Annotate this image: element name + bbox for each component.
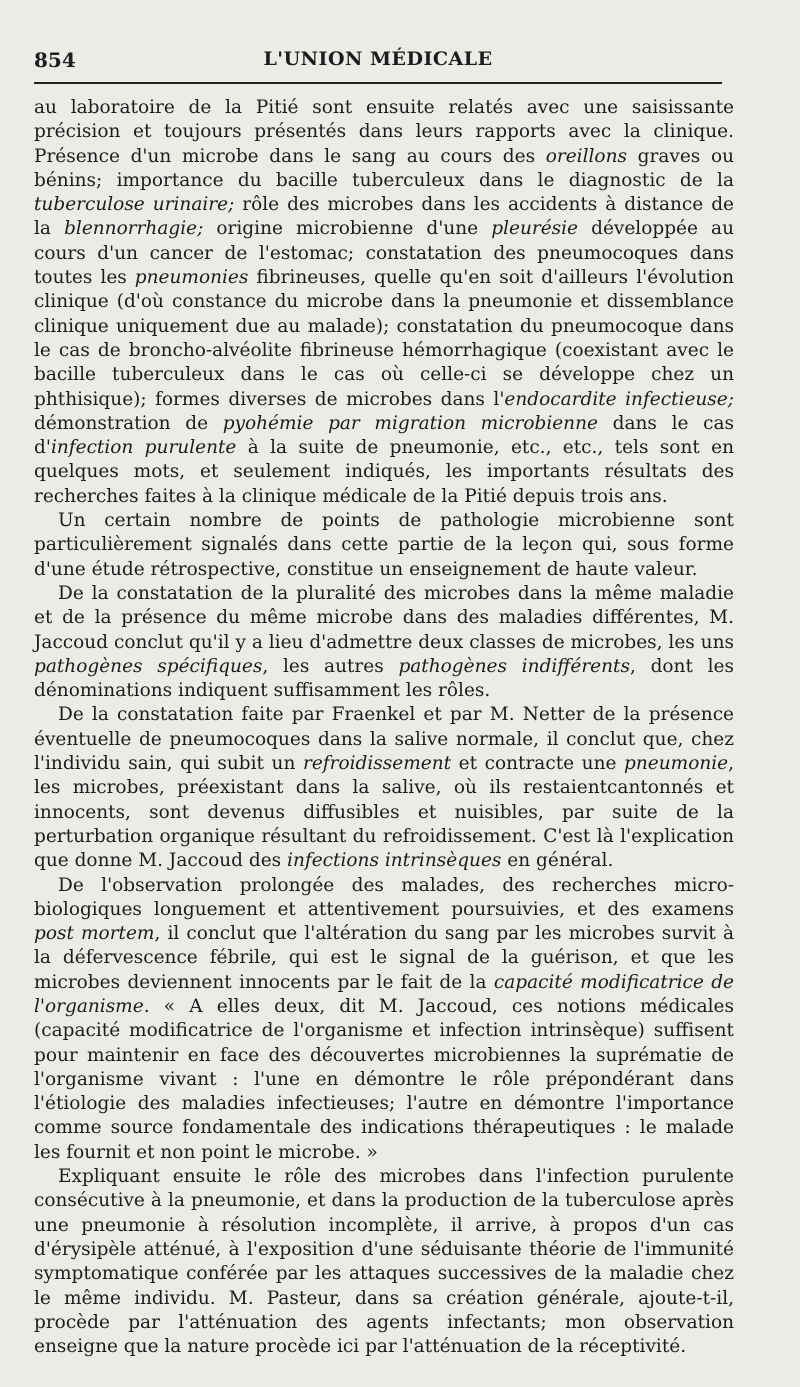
paragraph xyxy=(34,582,734,703)
text-run: De la constatation faite par Fraenkel et par M. Netter de la présence éventuelle de pneumocoques dans la salive normale, il conclut que, chez l'individu sain, qui subit un xyxy=(34,704,734,775)
text-run: graves ou bénins; importance du bacille tuberculeux dans le diagnostic de la xyxy=(34,145,734,191)
text-run: De l'observation prolongée des malades, des recherches micro-biologiques longuement et attentivement poursuivies, et des examens xyxy=(34,874,734,920)
running-title: L'UNION MÉDICALE xyxy=(263,48,493,70)
text-run: développée au cours d'un cancer de l'estomac; constatation des pneumocoques dans toutes les xyxy=(34,218,734,289)
paragraph xyxy=(34,96,734,509)
paragraph xyxy=(34,509,734,582)
text-run: , dont les dénominations indiquent suffisamment les rôles. xyxy=(34,655,734,702)
italic-term: infection purulente xyxy=(50,437,237,459)
paragraph xyxy=(34,703,734,873)
italic-term: pathogènes spécifiques xyxy=(34,655,263,677)
text-run: au laboratoire de la Pitié sont ensuite relatés avec une saisissante précision et toujours présentés dans leurs rapports avec la clinique. Présence d'un microbe dans le sang au cours des xyxy=(34,97,734,167)
text-run: et contracte une xyxy=(451,753,625,775)
article-body xyxy=(34,96,734,1359)
text-run: origine microbienne d'une xyxy=(203,218,492,240)
italic-term: pathogènes indifférents xyxy=(398,655,630,677)
text-run: , il conclut que l'altération du sang par les microbes survit à la défervescence fébrile, qui est le signal de la guérison, et que les microbes deviennent innocents par le fait de la xyxy=(34,923,734,993)
page-number: 854 xyxy=(34,48,76,72)
text-run: en général. xyxy=(501,850,614,872)
text-run: Un certain nombre de points de pathologie microbienne sont particulièrement signalés dans cette partie de la leçon qui, sous forme d'une étude rétrospective, constitue un enseignement de haute valeur. xyxy=(34,510,734,580)
text-run: rôle des microbes dans les accidents à distance de la xyxy=(34,194,734,240)
text-run: Expliquant ensuite le rôle des microbes dans l'infection purulente consécutive à la pneumonie, et dans la production de la tuberculose après une pneumonie à résolution incomplète, il arrive, à propos d'un cas d'érysipèle atténué, à l'exposition d'une séduisante théorie de l'immunité symptomatique conférée par les attaques successives de la maladie chez le même individu. M. Pasteur, dans sa création générale, ajoute-t-il, procède par l'atténuation des agents infectants; mon observation enseigne que la nature procède ici par l'atténuation de la réceptivité. xyxy=(34,1166,734,1358)
italic-term: pyohémie par migration microbienne xyxy=(222,412,598,434)
text-run: dans le cas d' xyxy=(34,412,734,459)
paragraph xyxy=(34,1165,734,1359)
italic-term: capacité modificatrice de l'organisme xyxy=(34,971,735,1017)
text-run: , les microbes, préexistant dans la salive, où ils restaientcantonnés et innocents, sont devenus diffusibles et nuisibles, par suite de la perturbation organique résultant du refroidissement. C'est là l'explication que donne M. Jaccoud des xyxy=(34,753,735,872)
header-rule xyxy=(34,82,722,84)
text-run: démonstration de xyxy=(34,412,223,434)
text-run: De la constatation de la pluralité des microbes dans la même maladie et de la présence du même microbe dans des maladies différentes, M. Jaccoud conclut qu'il y a lieu d'admettre deux classes de microbes, les uns xyxy=(34,582,734,653)
text-run: , les autres xyxy=(262,655,399,677)
text-run: fibrineuses, quelle qu'en soit d'ailleurs l'évolution clinique (d'où constance du microbe dans la pneumonie et dissemblance clinique uniquement due au malade); constatation du pneumocoque dans le cas de broncho-alvéolite fibrineuse hémorrhagique (coexistant avec le bacille tuberculeux dans le cas où celle-ci se développe chez un phthisique); formes diverses de microbes dans l' xyxy=(34,267,734,410)
italic-term: post mortem xyxy=(34,923,155,945)
italic-term: pleurésie xyxy=(491,218,579,240)
italic-term: tuberculose urinaire; xyxy=(34,194,235,216)
italic-term: endocardite infectieuse; xyxy=(504,388,734,410)
italic-term: refroidissement xyxy=(302,753,452,775)
italic-term: pneumonie xyxy=(624,753,729,775)
italic-term: infections intrinsèques xyxy=(287,850,502,872)
italic-term: pneumonies xyxy=(134,267,249,289)
text-run: à la suite de pneumonie, etc., etc., tels sont en quelques mots, et seulement indiqués, les importants résultats des recherches faites à la clinique médicale de la Pitié depuis trois ans. xyxy=(34,437,735,507)
text-run: . « A elles deux, dit M. Jaccoud, ces notions médicales (capacité modificatrice de l'organisme et infection intrinsèque) suffisent pour maintenir en face des découvertes microbiennes la suprématie de l'organisme vivant : l'une en démontre le rôle prépondérant dans l'étiologie des maladies infectieuses; l'autre en démontre l'importance comme source fondamentale des indications thérapeutiques : le malade les fournit et non point le microbe. » xyxy=(34,995,734,1163)
italic-term: oreillons xyxy=(545,145,627,167)
page-header xyxy=(34,44,722,76)
italic-term: blennorrhagie; xyxy=(64,218,204,240)
paragraph xyxy=(34,874,734,1166)
